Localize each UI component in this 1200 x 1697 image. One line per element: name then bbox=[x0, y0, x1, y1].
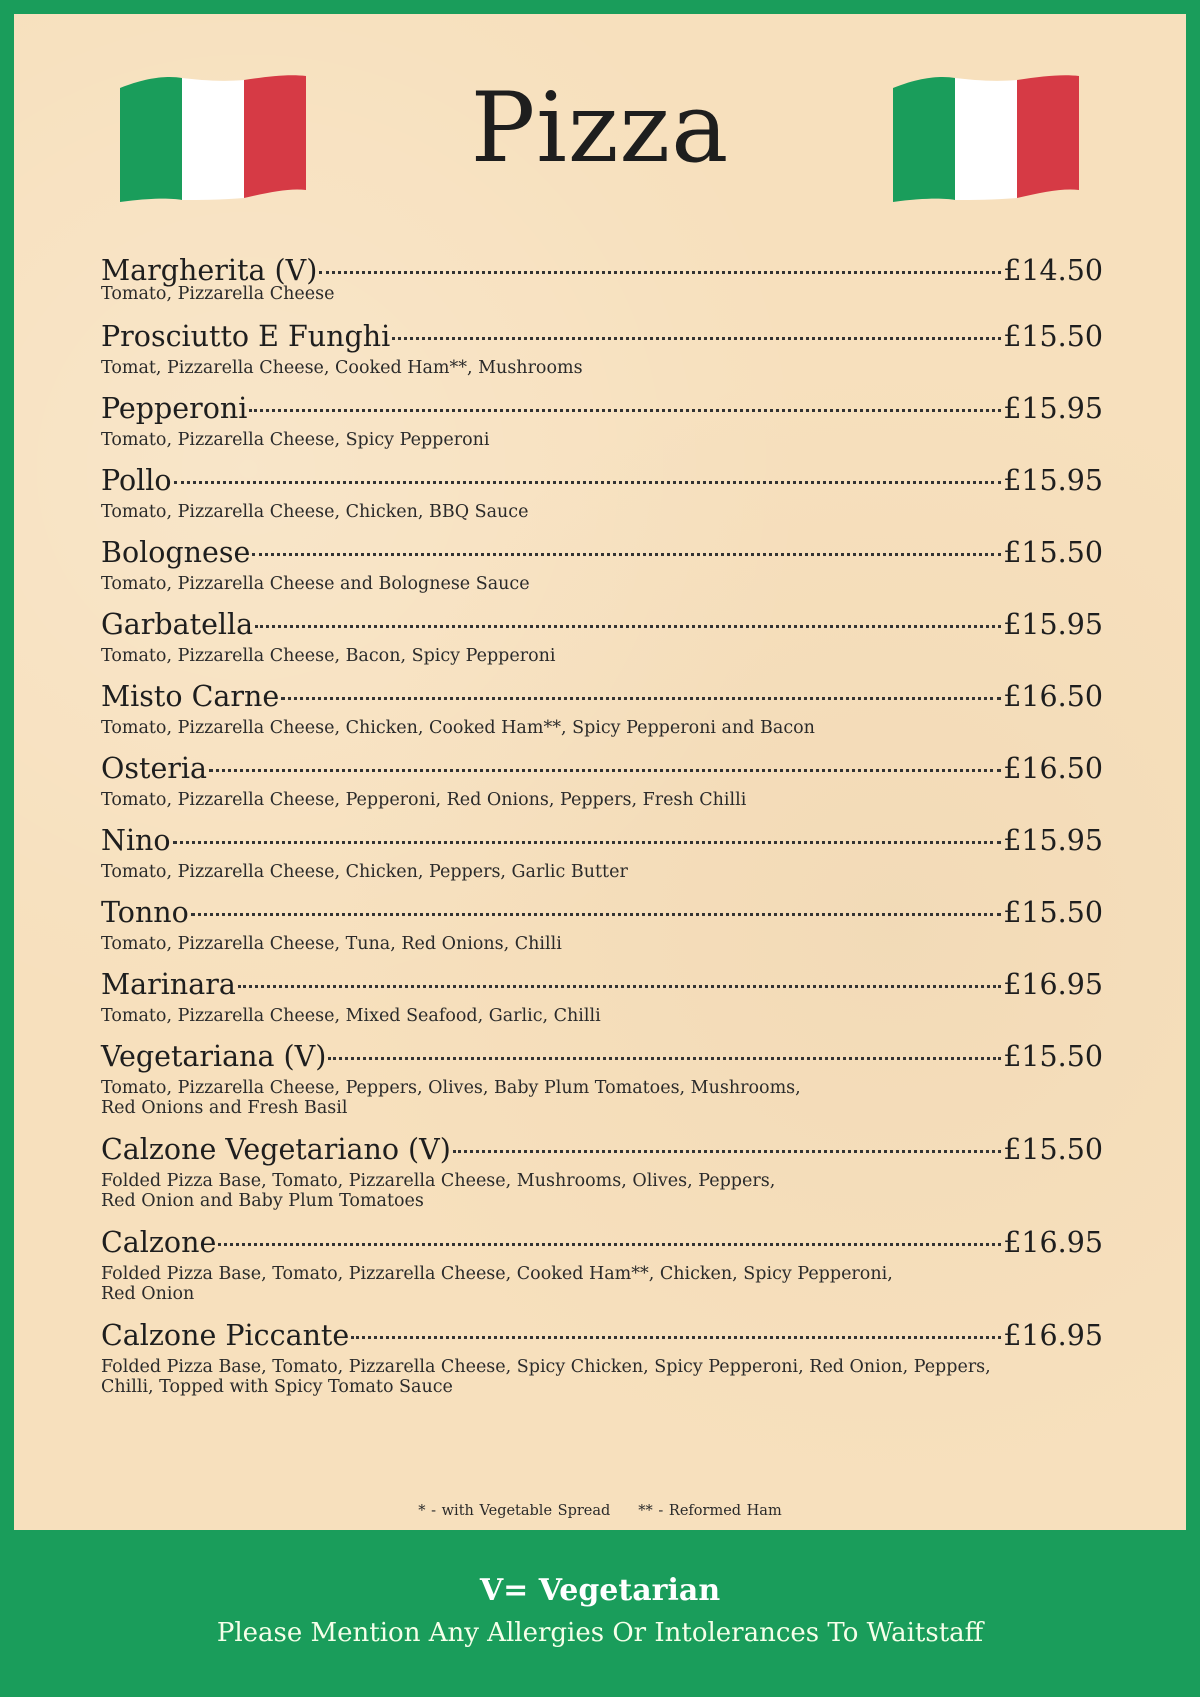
dot-leader bbox=[281, 697, 1001, 700]
footnote-reformed-ham: ** - Reformed Ham bbox=[638, 1503, 782, 1519]
footnote-vegetable-spread: * - with Vegetable Spread bbox=[418, 1503, 611, 1519]
item-description: Tomato, Pizzarella Cheese, Mixed Seafood, Garlic, Chilli bbox=[101, 1006, 601, 1026]
dot-leader bbox=[328, 1057, 1001, 1060]
item-name: Nino bbox=[101, 824, 171, 857]
item-description: Tomato, Pizzarella Cheese, Pepperoni, Red Onions, Peppers, Fresh Chilli bbox=[101, 790, 747, 810]
item-price: £15.50 bbox=[1003, 320, 1103, 353]
item-name: Garbatella bbox=[101, 608, 254, 641]
item-price: £16.95 bbox=[1003, 968, 1103, 1001]
item-name: Vegetariana (V) bbox=[101, 1040, 327, 1073]
item-price: £14.50 bbox=[1003, 254, 1103, 287]
menu-item bbox=[101, 606, 1103, 666]
menu-item bbox=[101, 822, 1103, 882]
dot-leader bbox=[453, 1150, 1001, 1153]
item-price: £15.95 bbox=[1003, 608, 1103, 641]
item-name: Prosciutto E Funghi bbox=[101, 320, 391, 353]
item-price: £16.95 bbox=[1003, 1226, 1103, 1259]
item-name: Pepperoni bbox=[101, 392, 248, 425]
menu-item bbox=[101, 1131, 1103, 1211]
page-title: Pizza bbox=[470, 72, 730, 184]
item-description: Tomato, Pizzarella Cheese, Chicken, Peppers, Garlic Butter bbox=[101, 862, 628, 882]
item-name: Tonno bbox=[101, 896, 189, 929]
item-name: Pollo bbox=[101, 464, 172, 497]
menu-item bbox=[101, 462, 1103, 522]
vegetarian-key: V= Vegetarian bbox=[479, 1573, 721, 1608]
item-name: Bolognese bbox=[101, 536, 251, 569]
menu-item bbox=[101, 390, 1103, 450]
menu-item bbox=[101, 678, 1103, 738]
item-price: £15.50 bbox=[1003, 1040, 1103, 1073]
menu-item bbox=[101, 894, 1103, 954]
menu-item bbox=[101, 318, 1103, 378]
item-description: Tomato, Pizzarella Cheese and Bolognese Sauce bbox=[101, 574, 530, 594]
item-description: Tomato, Pizzarella Cheese, Tuna, Red Onions, Chilli bbox=[101, 934, 562, 954]
dot-leader bbox=[249, 409, 1001, 412]
dot-leader bbox=[351, 1336, 1001, 1339]
allergy-notice: Please Mention Any Allergies Or Intolerances To Waitstaff bbox=[216, 1618, 984, 1648]
menu-item bbox=[101, 1224, 1103, 1304]
menu-item bbox=[101, 1038, 1103, 1118]
item-description: Tomat, Pizzarella Cheese, Cooked Ham**, Mushrooms bbox=[101, 358, 583, 378]
footnotes bbox=[0, 1503, 1200, 1519]
dot-leader bbox=[174, 481, 1002, 484]
dot-leader bbox=[173, 841, 1002, 844]
item-name: Osteria bbox=[101, 752, 208, 785]
menu-item bbox=[101, 750, 1103, 810]
item-description: Folded Pizza Base, Tomato, Pizzarella Cheese, Spicy Chicken, Spicy Pepperoni, Red Onion, Peppers, Chilli, Topped with Spicy Tomato Sauce bbox=[101, 1357, 991, 1397]
menu-item bbox=[101, 1317, 1103, 1397]
item-price: £15.95 bbox=[1003, 824, 1103, 857]
item-description: Folded Pizza Base, Tomato, Pizzarella Cheese, Cooked Ham**, Chicken, Spicy Pepperoni, Red Onion bbox=[101, 1264, 893, 1304]
item-description: Folded Pizza Base, Tomato, Pizzarella Cheese, Mushrooms, Olives, Peppers, Red Onion and Baby Plum Tomatoes bbox=[101, 1171, 776, 1211]
dot-leader bbox=[209, 769, 1001, 772]
dot-leader bbox=[319, 271, 1001, 274]
item-name: Calzone bbox=[101, 1226, 217, 1259]
item-price: £15.95 bbox=[1003, 464, 1103, 497]
item-description: Tomato, Pizzarella Cheese, Peppers, Olives, Baby Plum Tomatoes, Mushrooms, Red Onions and Fresh Basil bbox=[101, 1078, 801, 1118]
item-name: Marinara bbox=[101, 968, 236, 1001]
item-price: £15.95 bbox=[1003, 392, 1103, 425]
item-price: £15.50 bbox=[1003, 896, 1103, 929]
dot-leader bbox=[218, 1243, 1001, 1246]
item-name: Calzone Piccante bbox=[101, 1319, 350, 1352]
item-description: Tomato, Pizzarella Cheese bbox=[101, 284, 335, 304]
item-description: Tomato, Pizzarella Cheese, Chicken, Cooked Ham**, Spicy Pepperoni and Bacon bbox=[101, 718, 815, 738]
italian-flag-icon bbox=[893, 74, 1079, 204]
item-description: Tomato, Pizzarella Cheese, Bacon, Spicy Pepperoni bbox=[101, 646, 556, 666]
item-price: £16.50 bbox=[1003, 680, 1103, 713]
dot-leader bbox=[392, 337, 1001, 340]
menu-item bbox=[101, 534, 1103, 594]
menu-item bbox=[101, 252, 1103, 304]
item-description: Tomato, Pizzarella Cheese, Chicken, BBQ Sauce bbox=[101, 502, 529, 522]
item-price: £16.50 bbox=[1003, 752, 1103, 785]
item-name: Misto Carne bbox=[101, 680, 280, 713]
menu-item bbox=[101, 966, 1103, 1026]
item-price: £15.50 bbox=[1003, 1133, 1103, 1166]
item-name: Margherita (V) bbox=[101, 254, 318, 287]
item-price: £15.50 bbox=[1003, 536, 1103, 569]
dot-leader bbox=[191, 913, 1001, 916]
item-name: Calzone Vegetariano (V) bbox=[101, 1133, 451, 1166]
item-description: Tomato, Pizzarella Cheese, Spicy Pepperoni bbox=[101, 430, 490, 450]
dot-leader bbox=[255, 625, 1001, 628]
item-price: £16.95 bbox=[1003, 1319, 1103, 1352]
dot-leader bbox=[252, 553, 1001, 556]
dot-leader bbox=[238, 985, 1001, 988]
